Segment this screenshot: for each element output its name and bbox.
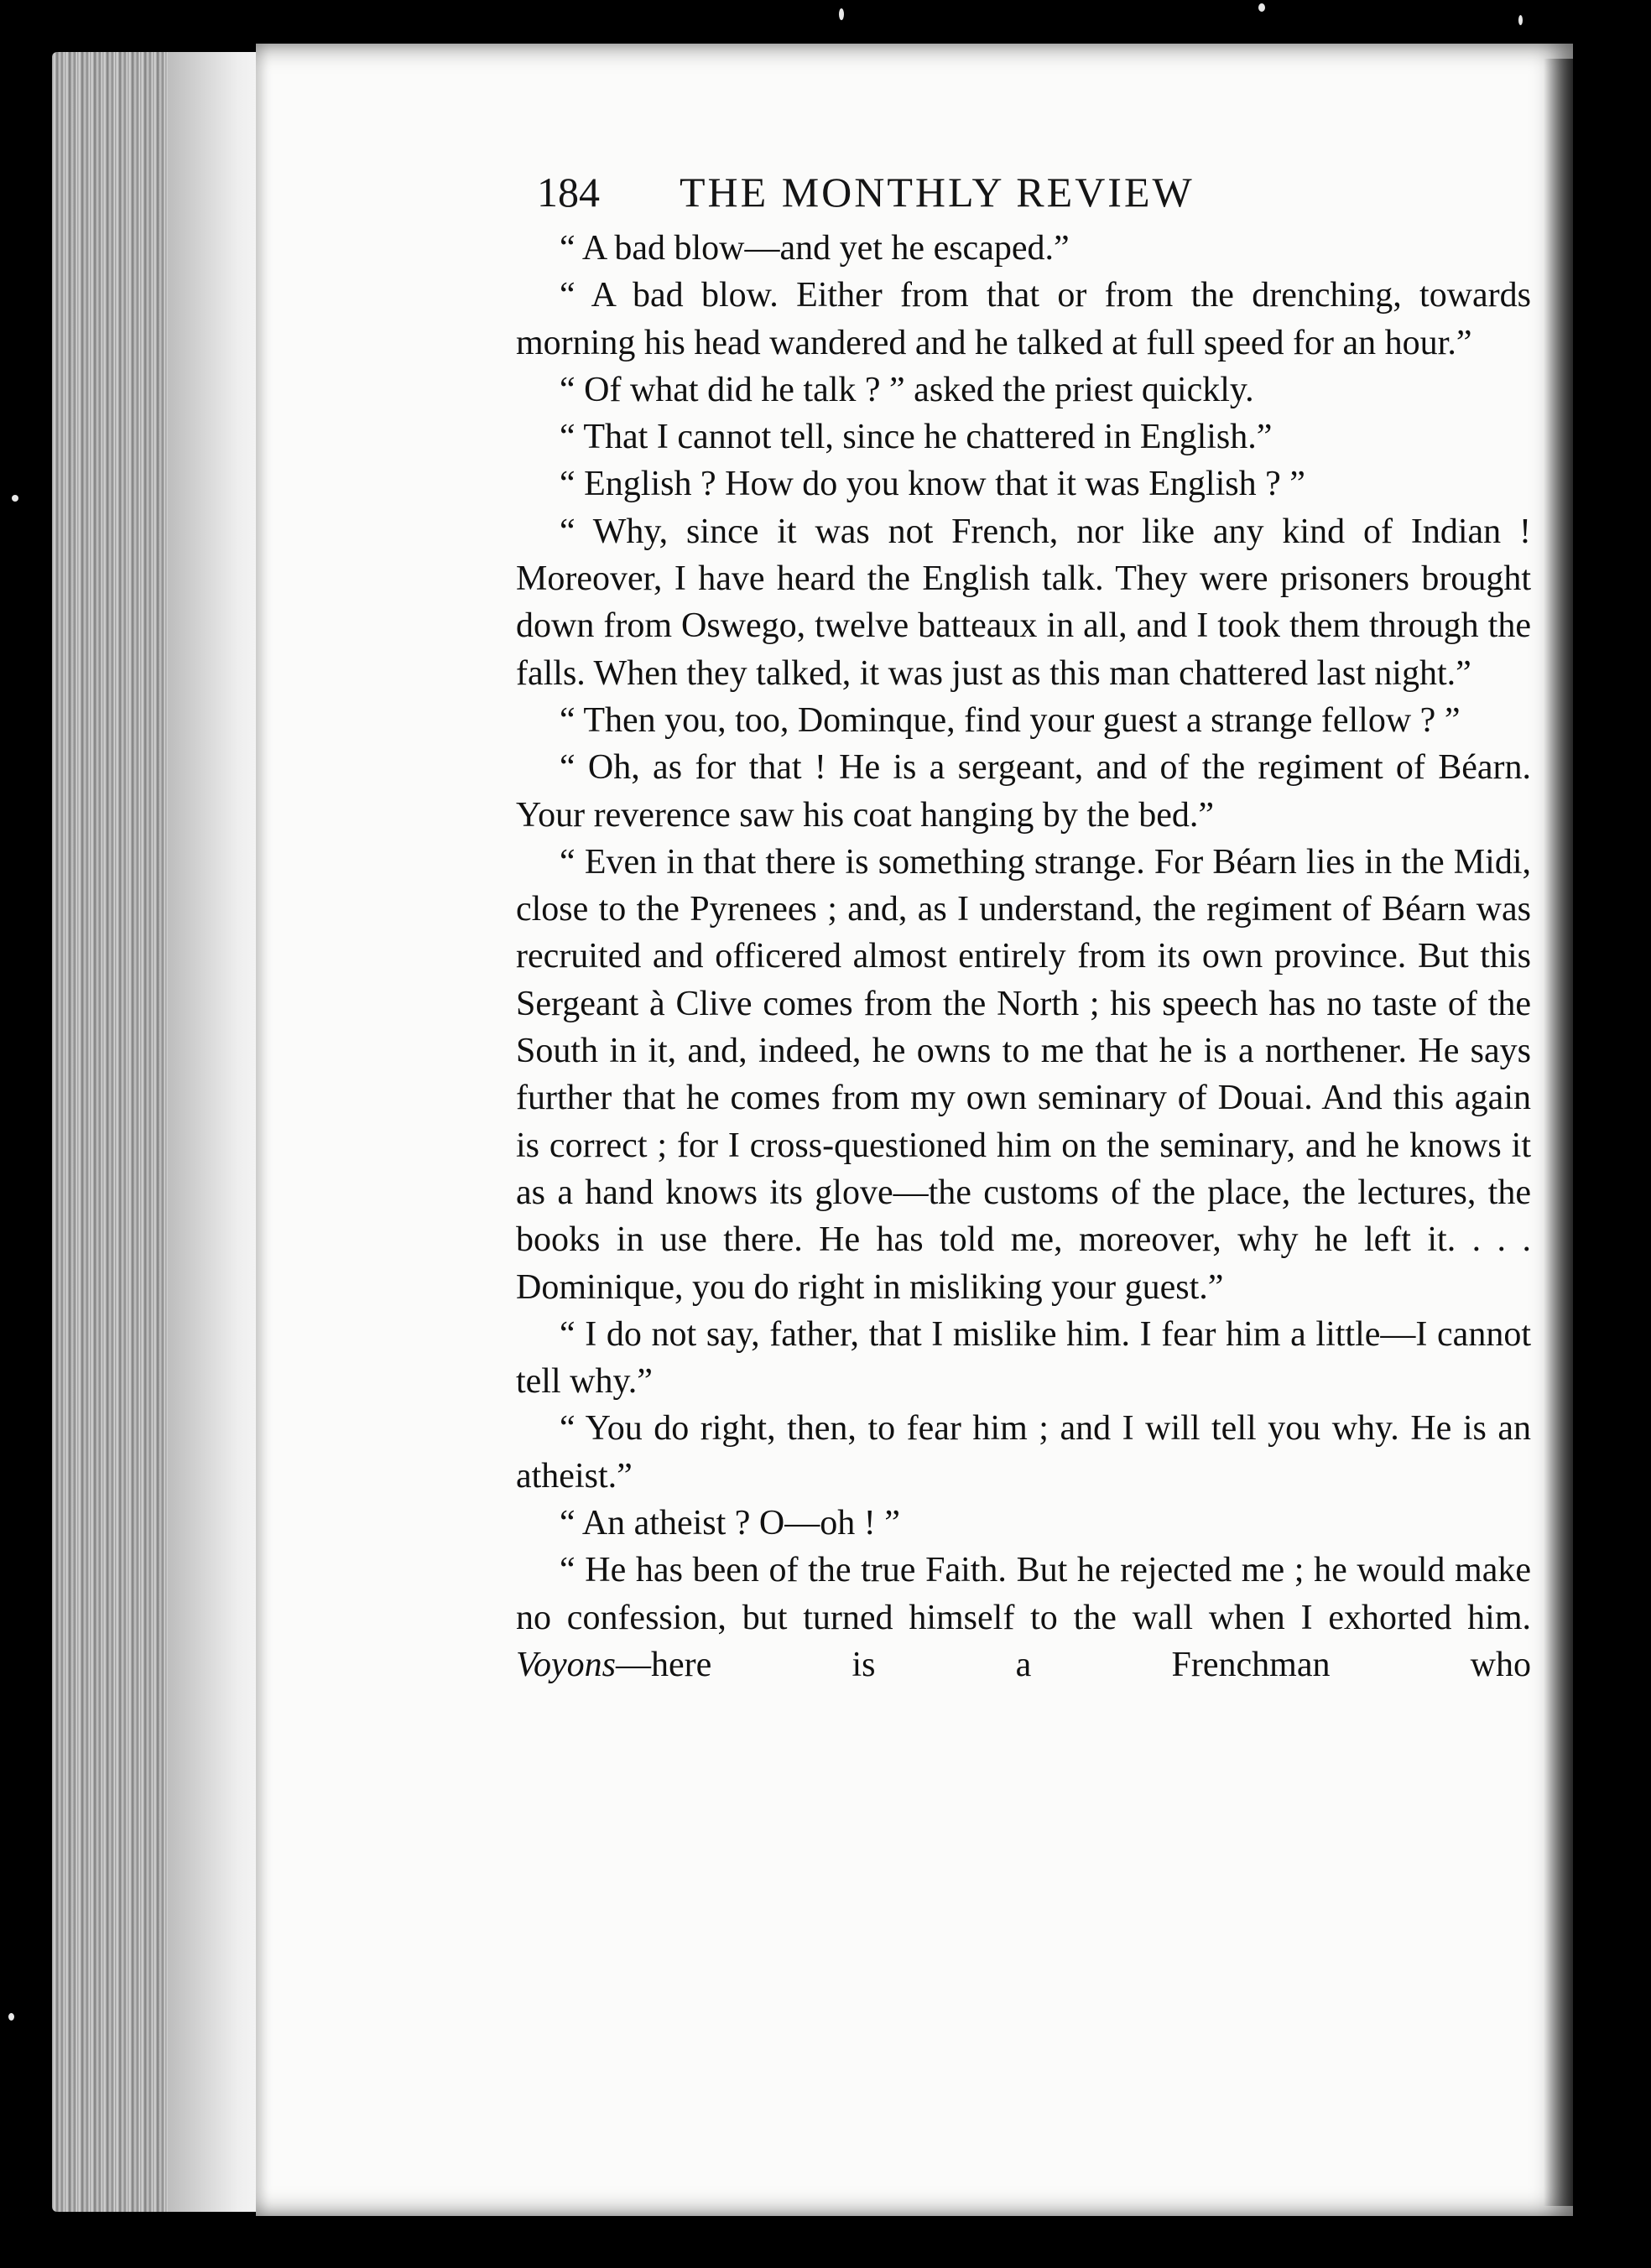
page-number: 184 — [537, 169, 600, 216]
page-gutter-shadow — [1544, 59, 1581, 2206]
italic-word: Voyons — [516, 1645, 616, 1684]
scan-speck — [1518, 15, 1523, 25]
paragraph: “ I do not say, father, that I mislike him. I fear him a little—I cannot tell why.” — [516, 1314, 1531, 1402]
paragraph — [516, 1547, 1531, 1688]
paragraph: “ You do right, then, to fear him ; and I will tell you why. He is an atheist.” — [516, 1409, 1531, 1496]
book-page-edges-inner — [168, 52, 268, 2212]
paragraph: “ Of what did he talk ? ” asked the priest quickly. — [560, 370, 1254, 409]
scan-speck — [839, 8, 844, 20]
paragraph: “ English ? How do you know that it was English ? ” — [560, 465, 1305, 504]
paragraph: “ Oh, as for that ! He is a sergeant, and of the regiment of Béarn. Your reverence saw his coat hanging by the bed.” — [516, 748, 1531, 835]
body-text — [516, 225, 1531, 1688]
paragraph-text: “ He has been of the true Faith. But he rejected me ; he would make no confession, but turned himself to the wall when I exhorted him. — [516, 1551, 1531, 1637]
running-head — [537, 168, 1544, 216]
paragraph: “ An atheist ? O—oh ! ” — [560, 1504, 900, 1543]
paragraph: “ A bad blow. Either from that or from the drenching, towards morning his head wandered and he talked at full speed for an hour.” — [516, 276, 1531, 362]
paragraph-text: —here is a Frenchman who — [616, 1645, 1531, 1684]
paragraph: “ Why, since it was not French, nor like any kind of Indian ! Moreover, I have heard the English talk. They were prisoners brought down from Oswego, twelve batteaux in all, and I took them through the falls. When they talked, it was just as this man chattered last night.” — [516, 512, 1531, 693]
paragraph: “ Even in that there is something strange. For Béarn lies in the Midi, close to the Pyrenees ; and, as I understand, the regiment of Béarn was recruited and officered almost entirely from its own province. But this Sergeant à Clive comes from the North ; his speech has no taste of the South in it, and, indeed, he owns to me that he is a northener. He says further that he comes from my own seminary of Douai. And this again is correct ; for I cross-questioned him on the seminary, and he knows it as a hand knows its glove—the customs of the place, the lectures, the books in use there. He has told me, moreover, why he left it. . . . Dominique, you do right in misliking your guest.” — [516, 842, 1531, 1307]
scan-speck — [12, 495, 18, 502]
paragraph: “ Then you, too, Dominque, find your guest a strange fellow ? ” — [560, 700, 1461, 740]
paragraph: “ A bad blow—and yet he escaped.” — [560, 229, 1070, 268]
scan-speck — [8, 2013, 14, 2021]
scan-speck — [1258, 3, 1265, 12]
paragraph: “ That I cannot tell, since he chattered in English.” — [560, 418, 1273, 457]
running-title: THE MONTHLY REVIEW — [680, 169, 1195, 216]
